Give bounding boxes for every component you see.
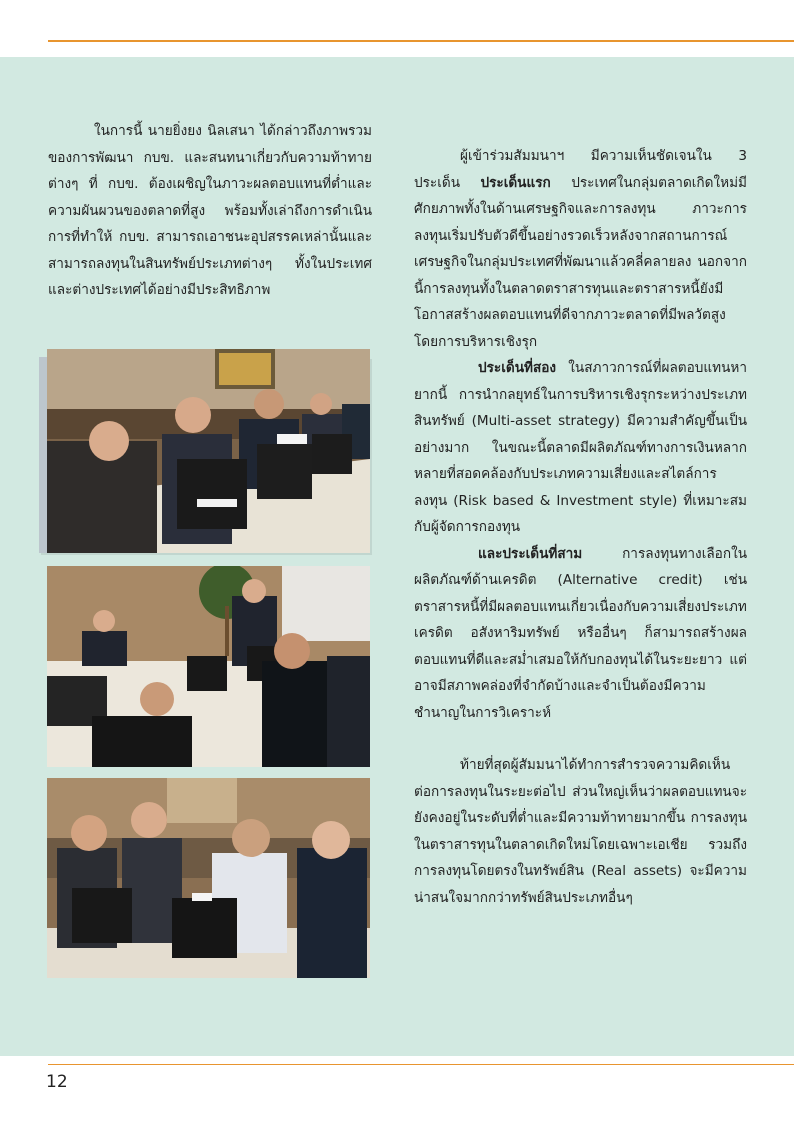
findings-paragraph bbox=[414, 143, 747, 355]
third-point-prefix: และ bbox=[478, 545, 503, 562]
second-point-heading: ประเด็นที่สอง bbox=[478, 360, 557, 376]
second-point-paragraph bbox=[414, 355, 747, 541]
third-point-heading: ประเด็นที่สาม bbox=[502, 545, 583, 562]
third-point-paragraph bbox=[414, 541, 747, 727]
header-rule bbox=[48, 40, 794, 42]
closing-paragraph: ท้ายที่สุดผู้สัมมนาได้ทำการสำรวจความคิดเห็นต่อการลงทุนในระยะต่อไป ส่วนใหญ่เห็นว่าผลตอบแทนจะยังคงอยู่ในระดับที่ต่ำและมีความท้าทายมากขึ้น การลงทุนในตราสารทุนในตลาดเกิดใหม่โดยเฉพาะเอเชีย รวมถึงการลงทุนโดยตรงในทรัพย์สิน (Real assets) จะมีความน่าสนใจมากกว่าทรัพย์สินประเภทอื่นๆ bbox=[414, 757, 747, 906]
findings-intro: ผู้เข้าร่วมสัมมนาฯ มีความเห็นชัดเจนใน 3 ประเด็น bbox=[414, 148, 747, 191]
meeting-photo-2 bbox=[47, 566, 370, 767]
intro-paragraph: ในการนี้ นายยิ่งยง นิลเสนา ได้กล่าวถึงภาพรวมของการพัฒนา กบข. และสนทนาเกี่ยวกับความท้าทายต่างๆ ที่ กบข. ต้องเผชิญในภาวะผลตอบแทนที่ต่ำและความผันผวนของตลาดที่สูง พร้อมทั้งเล่าถึงการดำเนินการที่ทำให้ กบข. สามารถเอาชนะอุปสรรคเหล่านั้นและสามารถลงทุนในสินทรัพย์ประเภทต่างๆ ทั้งในประเทศและต่างประเทศได้อย่างมีประสิทธิภาพ bbox=[48, 123, 372, 298]
first-point-heading: ประเด็นแรก bbox=[480, 174, 551, 191]
right-column bbox=[414, 143, 747, 911]
meeting-photo-1 bbox=[47, 349, 370, 553]
page-number: 12 bbox=[46, 1072, 68, 1092]
meeting-photo-3 bbox=[47, 778, 370, 978]
footer-rule bbox=[48, 1064, 794, 1065]
third-point-body: การลงทุนทางเลือกในผลิตภัณฑ์ด้านเครดิต (Alternative credit) เช่น ตราสารหนี้ที่มีผลตอบแทนเกี่ยวเนื่องกับความเสี่ยงประเภทเครดิต อสังหาริมทรัพย์ หรืออื่นๆ ก็สามารถสร้างผลตอบแทนที่ดีและสม่ำเสมอให้กับกองทุนได้ในระยะยาว แต่อาจมีสภาพคล่องที่จำกัดบ้างและจำเป็นต้องมีความชำนาญในการวิเคราะห์ bbox=[414, 545, 747, 721]
first-point-body: ประเทศในกลุ่มตลาดเกิดใหม่มีศักยภาพทั้งในด้านเศรษฐกิจและการลงทุน ภาวะการลงทุนเริ่มปรับตัวดีขึ้นอย่างรวดเร็วหลังจากสถานการณ์เศรษฐกิจในกลุ่มประเทศที่พัฒนาแล้วคลี่คลายลง นอกจากนี้การลงทุนทั้งในตลาดตราสารทุนและตราสารหนี้ยังมีโอกาสสร้างผลตอบแทนที่ดีจากภาวะตลาดที่มีพลวัตสูงโดยการบริหารเชิงรุก bbox=[414, 174, 747, 350]
second-point-body: ในสภาวการณ์ที่ผลตอบแทนหายากนี้ การนำกลยุทธ์ในการบริหารเชิงรุกระหว่างประเภทสินทรัพย์ (Multi-asset strategy) มีความสำคัญขึ้นเป็นอย่างมาก ในขณะนี้ตลาดมีผลิตภัณฑ์ทางการเงินหลากหลายที่สอดคล้องกับประเภทความเสี่ยงและสไตล์การลงทุน (Risk based & Investment style) ที่เหมาะสมกับผู้จัดการกองทุน bbox=[414, 360, 747, 535]
left-column bbox=[48, 118, 372, 304]
